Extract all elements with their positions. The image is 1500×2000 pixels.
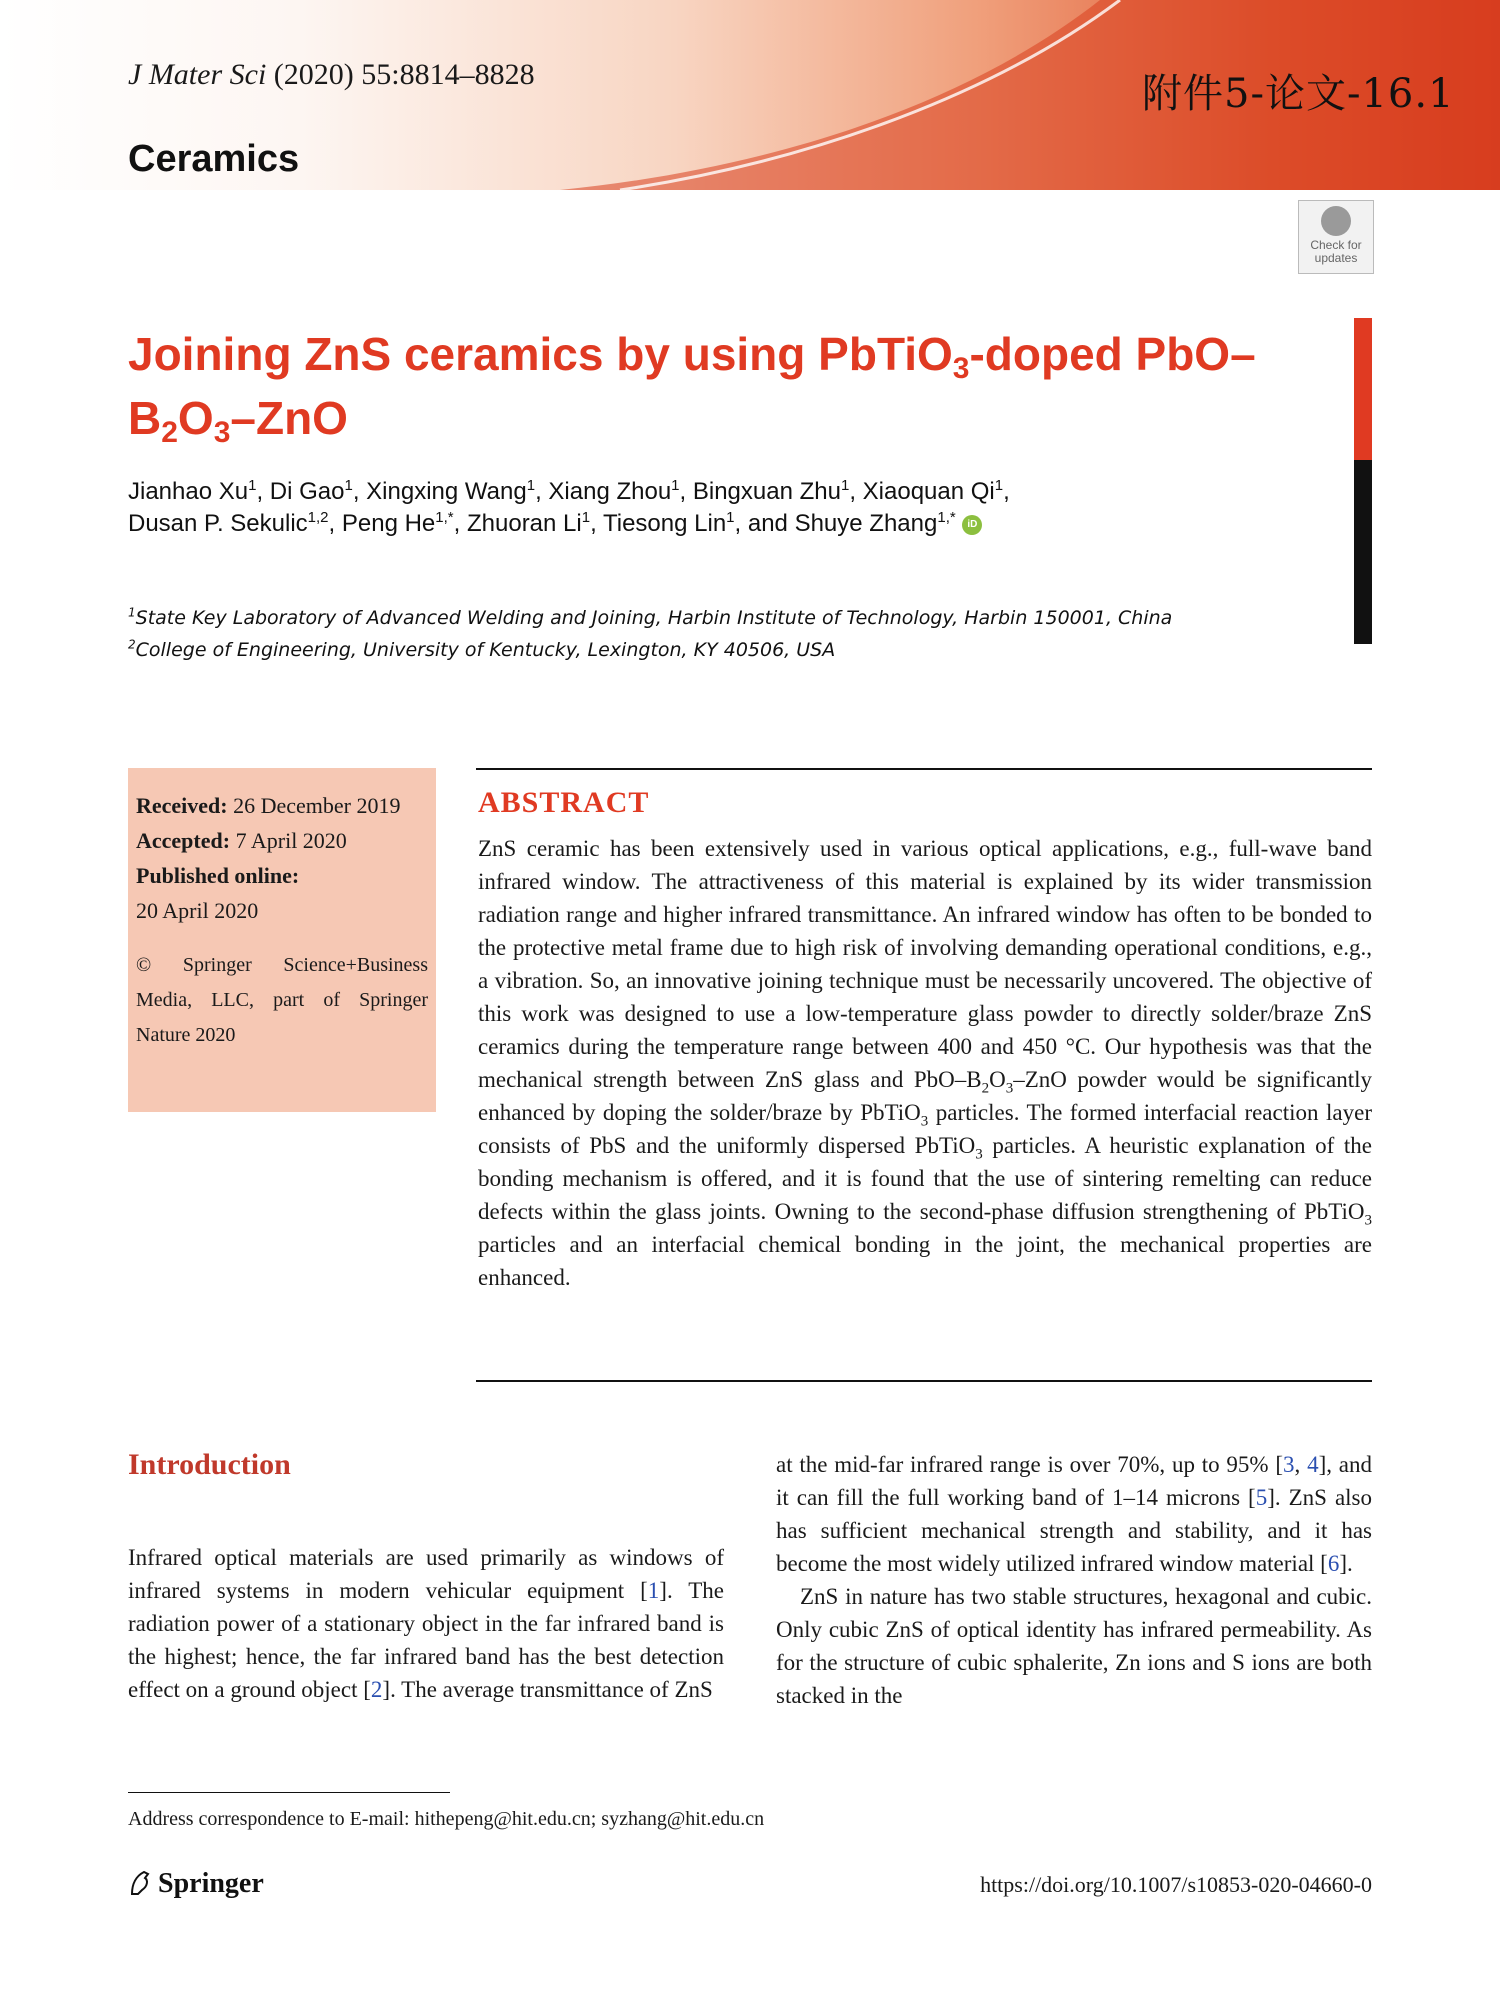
citation-link[interactable]: 2 bbox=[370, 1677, 383, 1702]
title-text: Joining ZnS ceramics by using PbTiO bbox=[128, 328, 953, 380]
published-date: 20 April 2020 bbox=[136, 898, 259, 923]
section-label: Ceramics bbox=[128, 138, 300, 180]
journal-reference bbox=[128, 58, 535, 92]
accepted-date: Accepted: 7 April 2020 bbox=[136, 828, 347, 853]
orcid-icon[interactable]: iD bbox=[962, 515, 982, 535]
paragraph: ZnS in nature has two stable structures, hexagonal and cubic. Only cubic ZnS of optical identity has infrared permeability. As for the structure of cubic sphalerite, Zn ions and S ions are both stacked in the bbox=[776, 1584, 1372, 1708]
title-subscript: 2 bbox=[161, 416, 178, 449]
check-for-updates-button[interactable] bbox=[1298, 200, 1374, 274]
affiliations bbox=[128, 602, 1172, 666]
title-text: -doped PbO– bbox=[969, 328, 1256, 380]
check-updates-label: Check for updates bbox=[1310, 238, 1362, 265]
author[interactable]: Xiaoquan Qi$^1$ bbox=[862, 477, 1004, 505]
author-list: Jianhao Xu$^1$, Di Gao$^1$, Xingxing Wang$^1$, Xiang Zhou$^1$, Bingxuan Zhu$^1$, Xiaoquan Qi$^1$, Dusan P. Sekulic$^{1,2}$, Peng $He^{1,*}$, Zhuoran Li$^1$, Tiesong Lin$^1$, and Shuye Zhang$^{1,*}$ iD bbox=[128, 477, 1010, 537]
copyright-notice: © Springer Science+Business Media, LLC, part of Springer Nature 2020 bbox=[136, 954, 428, 1046]
abstract-rule-bottom bbox=[476, 1380, 1372, 1382]
abstract-body: ZnS ceramic has been extensively used in various optical applications, e.g., full-wave band infrared window. The attractiveness of this material is explained by its wider transmission radiation range and higher infrared transmittance. An infrared window has often to be bonded to the protective metal frame due to high risk of involving demanding operational conditions, e.g., a vibration. So, an innovative joining technique must be necessarily uncovered. The objective of this work was designed to use a low-temperature glass powder to directly solder/braze ZnS ceramics during the temperature range between 400 and 450 °C. Our hypothesis was that the mechanical strength between ZnS glass and PbO–$B_2O_3$–ZnO powder would be significantly enhanced by doping the solder/braze by PbTiO$_3$ particles. The formed interfacial reaction layer consists of PbS and the uniformly dispersed PbTiO$_3$ particles. A heuristic explanation of the bonding mechanism is offered, and it is found that the use of sintering remelting can reduce defects within the glass joints. Owning to the second-phase diffusion strengthening of PbTiO$_3$ particles and an interfacial chemical bonding in the joint, the mechanical properties are enhanced. bbox=[478, 836, 1372, 1290]
author[interactable]: Xiang Zhou$^1$ bbox=[548, 477, 680, 505]
introduction-heading: Introduction bbox=[128, 1448, 291, 1481]
publisher-name: Springer bbox=[158, 1868, 264, 1899]
footnote-rule bbox=[128, 1792, 450, 1793]
author[interactable]: Jianhao Xu$^1$ bbox=[128, 477, 257, 505]
title-text: B bbox=[128, 392, 162, 444]
citation-link[interactable]: 6 bbox=[1327, 1551, 1340, 1576]
article-title bbox=[128, 322, 1308, 450]
abstract-heading: ABSTRACT bbox=[478, 786, 650, 819]
citation-link[interactable]: 1 bbox=[647, 1578, 660, 1603]
published-label: Published online: bbox=[136, 863, 300, 888]
citation-link[interactable]: 3 bbox=[1283, 1452, 1295, 1477]
side-bar-black bbox=[1354, 460, 1372, 644]
citation-link[interactable]: 5 bbox=[1255, 1485, 1268, 1510]
citation-link[interactable]: 4 bbox=[1307, 1452, 1319, 1477]
author[interactable]: Shuye Zhang$^{1,*}$ bbox=[794, 509, 956, 537]
title-text: –ZnO bbox=[230, 392, 348, 444]
author[interactable]: Tiesong Lin$^1$ bbox=[602, 509, 735, 537]
author[interactable]: Di Gao$^1$ bbox=[269, 477, 353, 505]
affiliation: $^1$State Key Laboratory of Advanced Welding and Joining, Harbin Institute of Technology, Harbin 150001, China bbox=[128, 605, 1173, 629]
abstract-rule-top bbox=[476, 768, 1372, 770]
article-history-box bbox=[128, 768, 436, 1112]
check-updates-icon bbox=[1321, 206, 1351, 236]
paragraph: at the mid-far infrared range is over 70%, up to 95% [3, 4], and it can fill the full working band of 1–14 microns [5]. ZnS also has sufficient mechanical strength and stability, and it has become the most widely utilized infrared window material [6]. bbox=[776, 1452, 1373, 1576]
title-subscript: 3 bbox=[952, 352, 970, 385]
introduction-column-right bbox=[776, 1448, 1372, 1712]
author[interactable]: Xingxing Wang$^1$ bbox=[366, 477, 536, 505]
author[interactable]: Zhuoran Li$^1$ bbox=[466, 509, 591, 537]
introduction-column-left: Infrared optical materials are used primarily as windows of infrared systems in modern vehicular equipment [1]. The radiation power of a stationary object in the far infrared band is the highest; hence, the far infrared band has the best detection effect on a ground object [2]. The average transmittance of ZnS bbox=[128, 1545, 724, 1702]
attachment-tag: 附件5-论文-16.1 bbox=[1142, 71, 1455, 117]
side-bar-red bbox=[1354, 318, 1372, 460]
title-subscript: 3 bbox=[213, 416, 231, 449]
journal-abbrev: J Mater Sci bbox=[128, 58, 267, 91]
affiliation: $^2$College of Engineering, University of Kentucky, Lexington, KY 40506, USA bbox=[128, 637, 836, 661]
title-text: O bbox=[177, 392, 214, 444]
author[interactable]: Peng $He^{1,*}$ bbox=[341, 509, 454, 537]
author-conjunction: and bbox=[747, 510, 788, 537]
author[interactable]: Dusan P. Sekulic$^{1,2}$ bbox=[128, 509, 329, 537]
author[interactable]: Bingxuan Zhu$^1$ bbox=[692, 477, 850, 505]
doi-link[interactable]: https://doi.org/10.1007/s10853-020-04660-0 bbox=[980, 1872, 1372, 1897]
journal-volume-pages: (2020) 55:8814–8828 bbox=[273, 58, 535, 91]
springer-logo bbox=[128, 1868, 264, 1900]
correspondence-footnote: Address correspondence to E-mail: hithepeng@hit.edu.cn; syzhang@hit.edu.cn bbox=[128, 1808, 765, 1830]
received-date: Received: 26 December 2019 bbox=[136, 793, 401, 818]
springer-horse-icon bbox=[128, 1870, 152, 1896]
